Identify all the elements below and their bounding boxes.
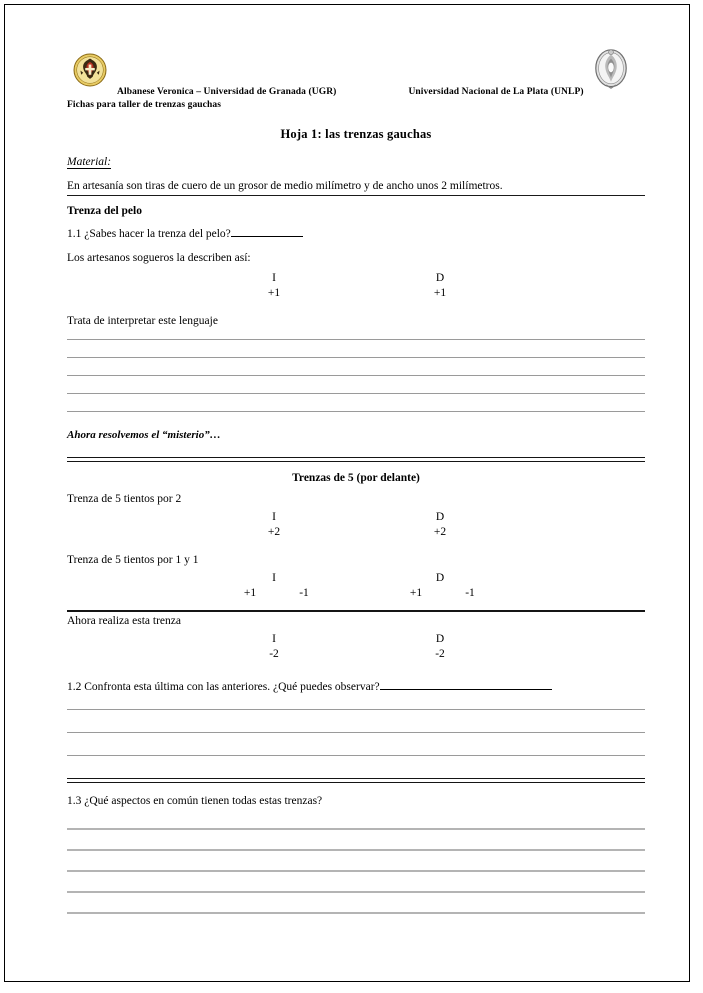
notation-labels-row bbox=[67, 633, 645, 648]
section-heading-five: Trenzas de 5 (por delante) bbox=[292, 471, 420, 484]
notation-right-value-a: +1 bbox=[409, 586, 423, 599]
section-divider-top bbox=[67, 457, 645, 462]
describe-intro: Los artesanos sogueros la describen así: bbox=[67, 252, 251, 265]
unlp-seal-icon bbox=[591, 45, 631, 93]
answer-line[interactable] bbox=[67, 375, 645, 376]
question-1-2 bbox=[67, 681, 645, 694]
answer-line[interactable] bbox=[67, 339, 645, 340]
header-subtitle: Fichas para taller de trenzas gauchas bbox=[67, 100, 222, 110]
answer-line[interactable] bbox=[67, 411, 645, 412]
notation-left-label: I bbox=[272, 510, 276, 523]
notation-right-value-b: -1 bbox=[465, 586, 475, 599]
section-divider-bottom bbox=[67, 778, 645, 783]
braid-a-label: Trenza de 5 tientos por 2 bbox=[67, 492, 182, 505]
notation-values-row bbox=[67, 287, 645, 302]
institution-right: Universidad Nacional de La Plata (UNLP) bbox=[408, 87, 584, 97]
notation-left-value: +2 bbox=[267, 525, 281, 538]
divider-above-braid-c bbox=[67, 610, 645, 612]
interpret-prompt: Trata de interpretar este lenguaje bbox=[67, 314, 218, 327]
notation-braid-b bbox=[67, 572, 645, 606]
notation-right-label: D bbox=[435, 510, 445, 523]
notation-left-value-b: -1 bbox=[299, 586, 309, 599]
section-heading-hair: Trenza del pelo bbox=[67, 205, 142, 218]
mystery-note: Ahora resolvemos el “misterio”… bbox=[67, 428, 221, 441]
notation-hair bbox=[67, 272, 645, 306]
question-1-2-text: 1.2 Confronta esta última con las anteriores. ¿Qué puedes observar? bbox=[67, 680, 380, 693]
answer-lines-q12 bbox=[67, 709, 645, 756]
notation-right-label: D bbox=[435, 632, 445, 645]
question-1-1 bbox=[67, 228, 645, 241]
notation-labels-row bbox=[67, 511, 645, 526]
material-label: Material: bbox=[67, 156, 112, 168]
notation-right-value: +2 bbox=[433, 525, 447, 538]
answer-line[interactable] bbox=[67, 357, 645, 358]
notation-labels-row bbox=[67, 272, 645, 287]
answer-lines-hair bbox=[67, 339, 645, 412]
document-header bbox=[67, 45, 645, 113]
answer-blank-1-1[interactable] bbox=[231, 236, 303, 237]
braid-c-label: Ahora realiza esta trenza bbox=[67, 614, 181, 627]
notation-left-value: +1 bbox=[267, 286, 281, 299]
answer-line[interactable] bbox=[67, 732, 645, 733]
notation-values-row bbox=[67, 587, 645, 602]
answer-line[interactable] bbox=[67, 755, 645, 756]
page-title: Hoja 1: las trenzas gauchas bbox=[280, 127, 432, 141]
answer-line[interactable] bbox=[67, 828, 645, 830]
answer-line[interactable] bbox=[67, 709, 645, 710]
notation-right-label: D bbox=[435, 271, 445, 284]
author-affiliation: Albanese Veronica – Universidad de Granada (UGR) bbox=[117, 87, 337, 97]
answer-blank-1-2[interactable] bbox=[380, 689, 552, 690]
notation-left-label: I bbox=[272, 571, 276, 584]
notation-values-row bbox=[67, 526, 645, 541]
notation-left-label: I bbox=[272, 632, 276, 645]
notation-right-value: +1 bbox=[433, 286, 447, 299]
notation-left-value: -2 bbox=[269, 647, 279, 660]
header-affiliations bbox=[117, 87, 584, 97]
braid-b-label: Trenza de 5 tientos por 1 y 1 bbox=[67, 553, 199, 566]
notation-left-label: I bbox=[272, 271, 276, 284]
material-label-wrap bbox=[67, 142, 645, 170]
notation-labels-row bbox=[67, 572, 645, 587]
material-text: En artesanía son tiras de cuero de un grosor de medio milímetro y de ancho unos 2 milímetros. bbox=[67, 180, 645, 196]
question-1-1-text: 1.1 ¿Sabes hacer la trenza del pelo? bbox=[67, 228, 231, 241]
answer-line[interactable] bbox=[67, 870, 645, 872]
answer-line[interactable] bbox=[67, 393, 645, 394]
page-content bbox=[67, 45, 645, 933]
document-page bbox=[4, 4, 690, 982]
answer-lines-q13 bbox=[67, 828, 645, 914]
answer-line[interactable] bbox=[67, 912, 645, 914]
notation-braid-c bbox=[67, 633, 645, 667]
notation-right-label: D bbox=[435, 571, 445, 584]
notation-right-value: -2 bbox=[435, 647, 445, 660]
notation-braid-a bbox=[67, 511, 645, 545]
answer-line[interactable] bbox=[67, 849, 645, 851]
answer-line[interactable] bbox=[67, 891, 645, 893]
ugr-seal-icon bbox=[73, 53, 107, 87]
question-1-3: 1.3 ¿Qué aspectos en común tienen todas estas trenzas? bbox=[67, 794, 323, 807]
notation-values-row bbox=[67, 648, 645, 663]
notation-left-value-a: +1 bbox=[243, 586, 257, 599]
